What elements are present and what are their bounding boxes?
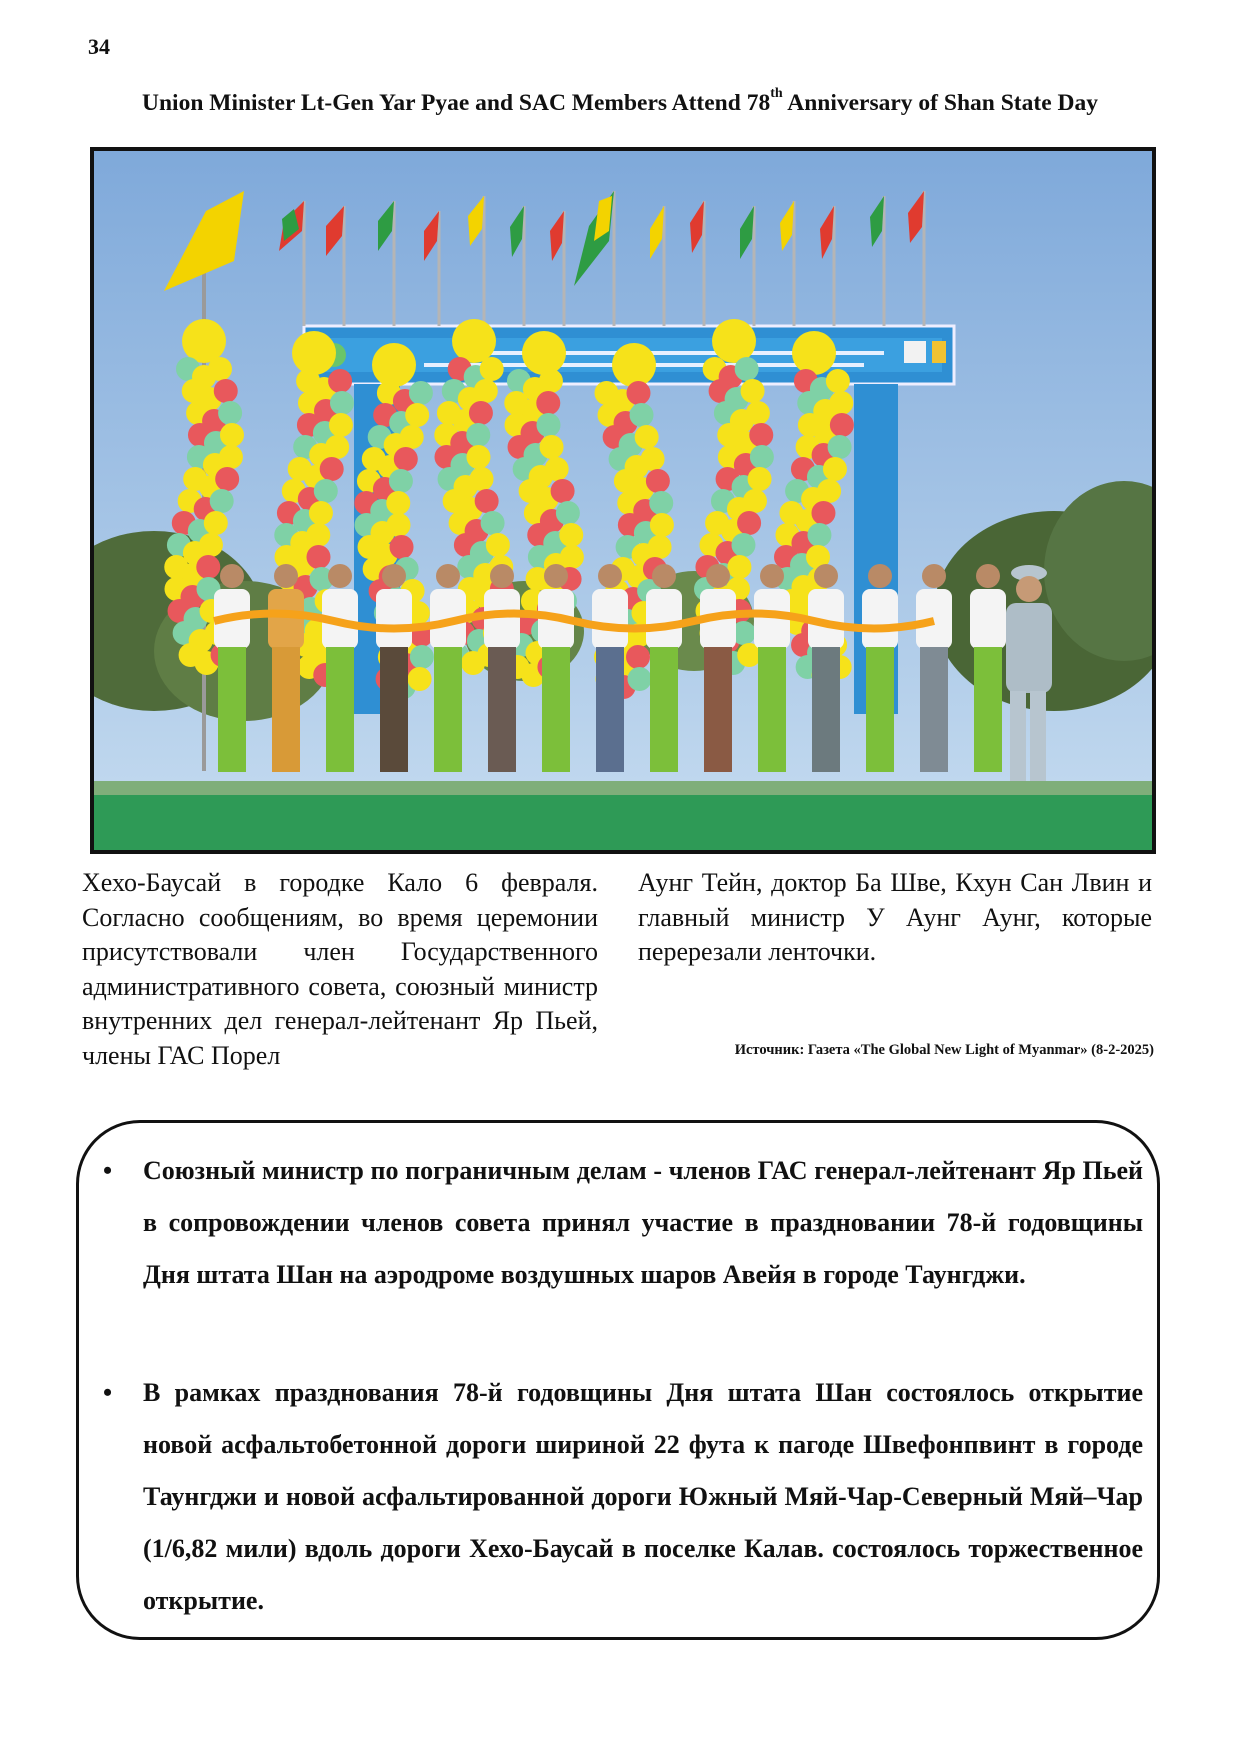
- green-carpet: [94, 791, 1152, 850]
- highlights-box: [76, 1120, 1160, 1640]
- source-citation: Источник: Газета «The Global New Light of Myanmar» (8-2-2025): [734, 1042, 1154, 1058]
- photo-illustration: [94, 151, 1152, 850]
- bullet-icon: •: [103, 1378, 113, 1407]
- headline-main: Union Minister Lt-Gen Yar Pyae and SAC Members Attend 78: [142, 90, 771, 116]
- headline-rest: Anniversary of Shan State Day: [782, 90, 1098, 116]
- headline-superscript: th: [770, 86, 783, 101]
- highlight-item: [103, 1145, 1143, 1301]
- ribbon-cutting-photo: [90, 147, 1156, 854]
- headline: [60, 86, 1180, 117]
- highlight-text: В рамках празднования 78-й годовщины Дня штата Шан состоялось открытие новой асфальтобетонной дороги шириной 22 фута к пагоде Швефонпвинт в городе Таунгджи и новой асфальтированной дороги Южный Мяй-Чар-Северный Мяй–Чар (1/6,82 мили) вдоль дороги Хехо-Баусай в поселке Калав. состоялось торжественное открытие.: [143, 1378, 1143, 1615]
- highlight-text: Союзный министр по пограничным делам - членов ГАС генерал-лейтенант Яр Пьей в сопровождении членов совета принял участие в праздновании 78-й годовщины Дня штата Шан на аэродроме воздушных шаров Авейя в городе Таунгджи.: [143, 1156, 1143, 1289]
- highlight-item: [103, 1367, 1143, 1627]
- page-number: 34: [88, 34, 110, 59]
- officials-group: [214, 564, 1006, 772]
- bullet-icon: •: [103, 1156, 113, 1185]
- article-column-right: Аунг Тейн, доктор Ба Шве, Кхун Сан Лвин и главный министр У Аунг Аунг, которые перерезали ленточки.: [638, 868, 1152, 966]
- article-column-left: Хехо-Баусай в городке Кало 6 февраля. Согласно сообщениям, во время церемонии присутствовали член Государственного административного совета, союзный министр внутренних дел генерал-лейтенант Яр Пьей, члены ГАС Порел: [82, 868, 598, 1070]
